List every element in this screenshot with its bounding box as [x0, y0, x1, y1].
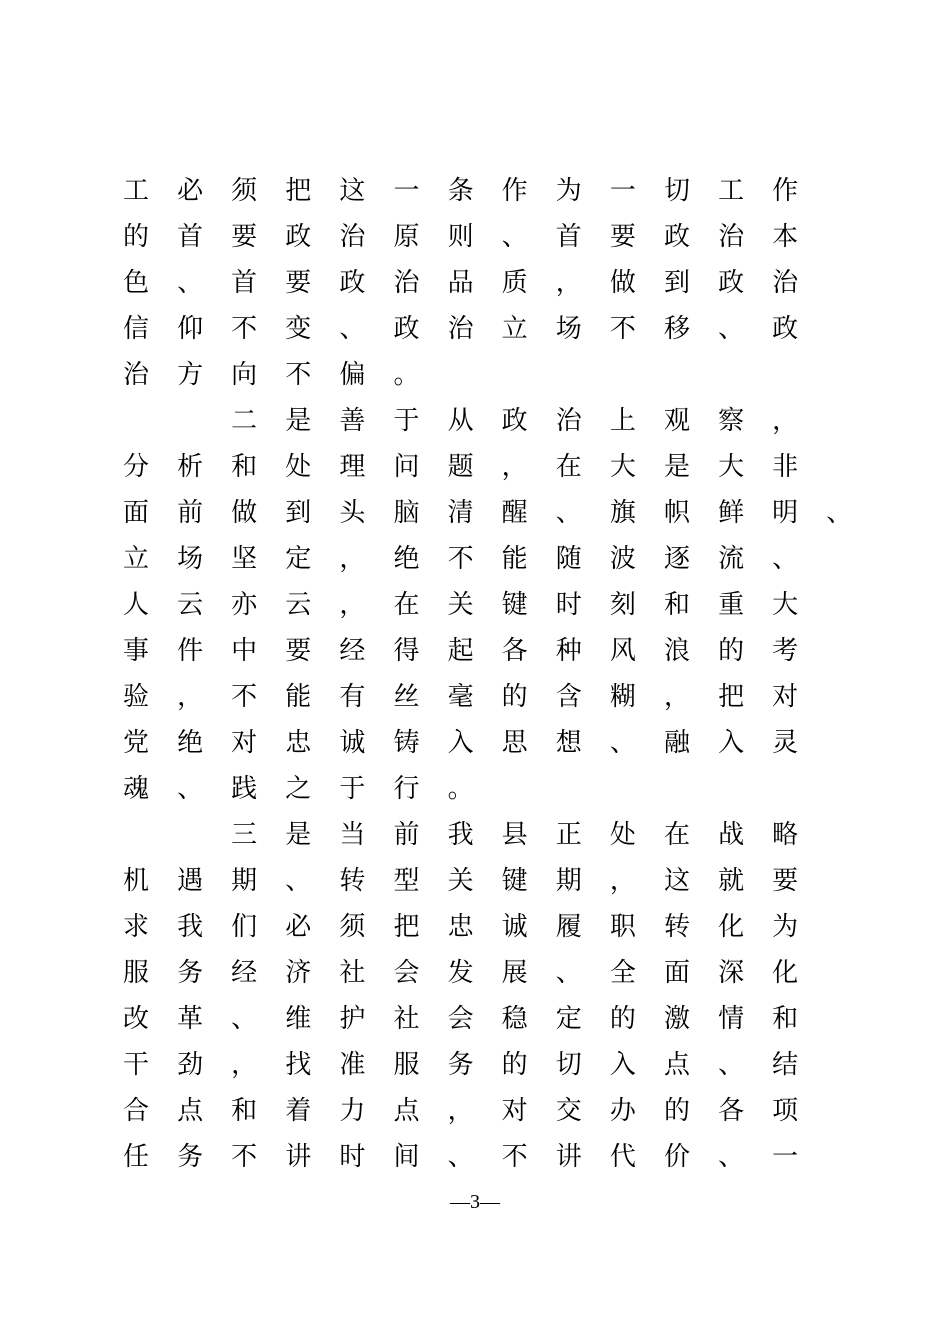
- text-line: 求 我 们 必 须 把 忠 诚 履 职 转 化 为: [122, 912, 799, 942]
- text-line: 信 仰 不 变 、 政 治 立 场 不 移 、 政: [122, 314, 799, 344]
- text-line: 干 劲 ， 找 准 服 务 的 切 入 点 、 结: [122, 1050, 799, 1080]
- text-line: 三 是 当 前 我 县 正 处 在 战 略: [231, 820, 799, 850]
- text-line: 二 是 善 于 从 政 治 上 观 察 ，: [231, 406, 799, 436]
- text-line: 魂 、 践 之 于 行 。: [122, 774, 474, 804]
- text-line: 的 首 要 政 治 原 则 、 首 要 政 治 本: [122, 222, 799, 252]
- text-line: 人 云 亦 云 ， 在 关 键 时 刻 和 重 大: [122, 590, 799, 620]
- text-line: 工 必 须 把 这 一 条 作 为 一 切 工 作: [122, 176, 799, 206]
- text-line: 色 、 首 要 政 治 品 质 ， 做 到 政 治: [122, 268, 799, 298]
- text-line: 立 场 坚 定 ， 绝 不 能 随 波 逐 流 、: [122, 544, 799, 574]
- text-line: 事 件 中 要 经 得 起 各 种 风 浪 的 考: [122, 636, 799, 666]
- text-line: 分 析 和 处 理 问 题 ， 在 大 是 大 非: [122, 452, 799, 482]
- text-line: 验 ， 不 能 有 丝 毫 的 含 糊 ， 把 对: [122, 682, 799, 712]
- text-line: 面 前 做 到 头 脑 清 醒 、 旗 帜 鲜 明 、: [122, 498, 853, 528]
- text-line: 党 绝 对 忠 诚 铸 入 思 想 、 融 入 灵: [122, 728, 799, 758]
- page-number: —3—: [450, 1191, 500, 1213]
- text-line: 合 点 和 着 力 点 ， 对 交 办 的 各 项: [122, 1096, 799, 1126]
- text-line: 机 遇 期 、 转 型 关 键 期 ， 这 就 要: [122, 866, 799, 896]
- text-line: 治 方 向 不 偏 。: [122, 360, 420, 390]
- text-line: 服 务 经 济 社 会 发 展 、 全 面 深 化: [122, 958, 799, 988]
- text-line: 任 务 不 讲 时 间 、 不 讲 代 价 、 一: [122, 1142, 799, 1172]
- text-line: 改 革 、 维 护 社 会 稳 定 的 激 情 和: [122, 1004, 799, 1034]
